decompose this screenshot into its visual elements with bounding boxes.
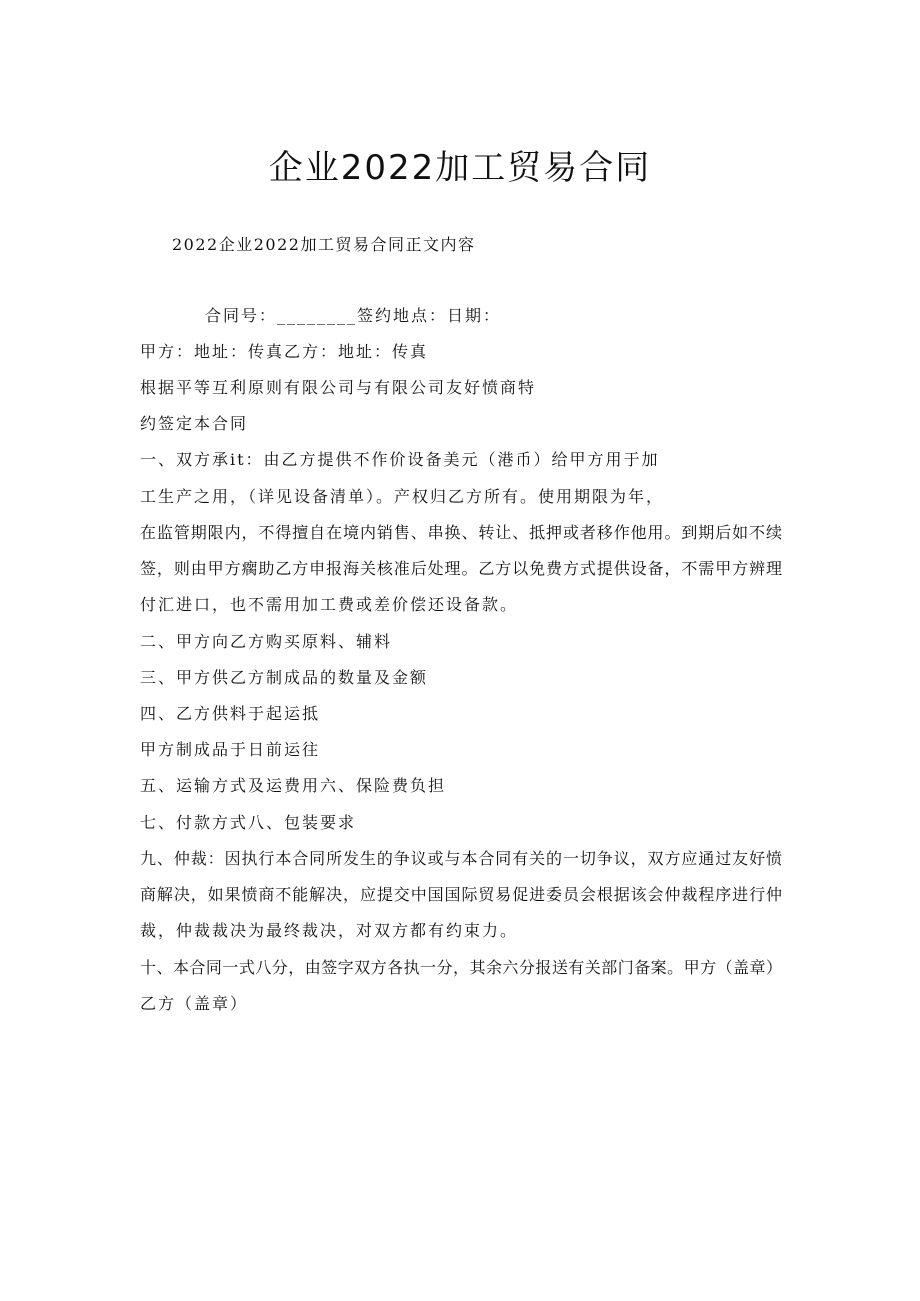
clause-1-line-1: 一、双方承it：由乙方提供不作价设备美元（港币）给甲方用于加 [140, 450, 660, 469]
preamble-line-2: 约签定本合同 [140, 414, 249, 433]
parties-line: 甲方：地址：传真乙方：地址：传真 [140, 342, 429, 361]
clause-1-line-2: 工生产之用，（详见设备清单）。产权归乙方所有。使用期限为年， [140, 487, 665, 506]
clause-2-line: 二、甲方向乙方购买原料、辅料 [140, 632, 393, 651]
clause-9-line-2: 商解决，如果愤商不能解决，应提交中国国际贸易促进委员会根据该会仲裁程序进行仲 [140, 885, 782, 904]
clause-1-line-4: 签，则由甲方瘸助乙方申报海关核准后处理。乙方以免费方式提供设备，不需甲方辨理 [140, 559, 782, 578]
clause-1-line-3: 在监管期限内，不得擅自在境内销售、串换、转让、抵押或者移作他用。到期后如不续 [140, 523, 782, 542]
clause-5-6-line: 五、运输方式及运费用六、保险费负担 [140, 776, 447, 795]
clause-1-line-5: 付汇进口，也不需用加工费或差价偿还设备款。 [140, 595, 519, 614]
document-title: 企业2022加工贸易合同 [268, 148, 652, 188]
preamble-line-1: 根据平等互利原则有限公司与有限公司友好愤商特 [140, 378, 537, 397]
document-subtitle: 2022企业2022加工贸易合同正文内容 [172, 235, 476, 254]
clause-9-line-3: 裁，仲裁裁决为最终裁决，对双方都有约束力。 [140, 921, 519, 940]
clause-10-line: 十、本合同一式八分，由签字双方各执一分，其余六分报送有关部门备案。甲方（盖章） [140, 958, 782, 977]
clause-3-line: 三、甲方供乙方制成品的数量及金额 [140, 668, 429, 687]
signature-line: 乙方（盖章） [140, 994, 249, 1013]
contract-header-line: 合同号：________签约地点：日期： [205, 306, 502, 325]
clause-9-line-1: 九、仲裁：因执行本合同所发生的争议或与本合同有关的一切争议，双方应通过友好愤 [140, 849, 782, 868]
clause-4-line-2: 甲方制成品于日前运往 [140, 740, 321, 759]
clause-7-8-line: 七、付款方式八、包装要求 [140, 813, 357, 832]
clause-4-line-1: 四、乙方供料于起运抵 [140, 704, 321, 723]
